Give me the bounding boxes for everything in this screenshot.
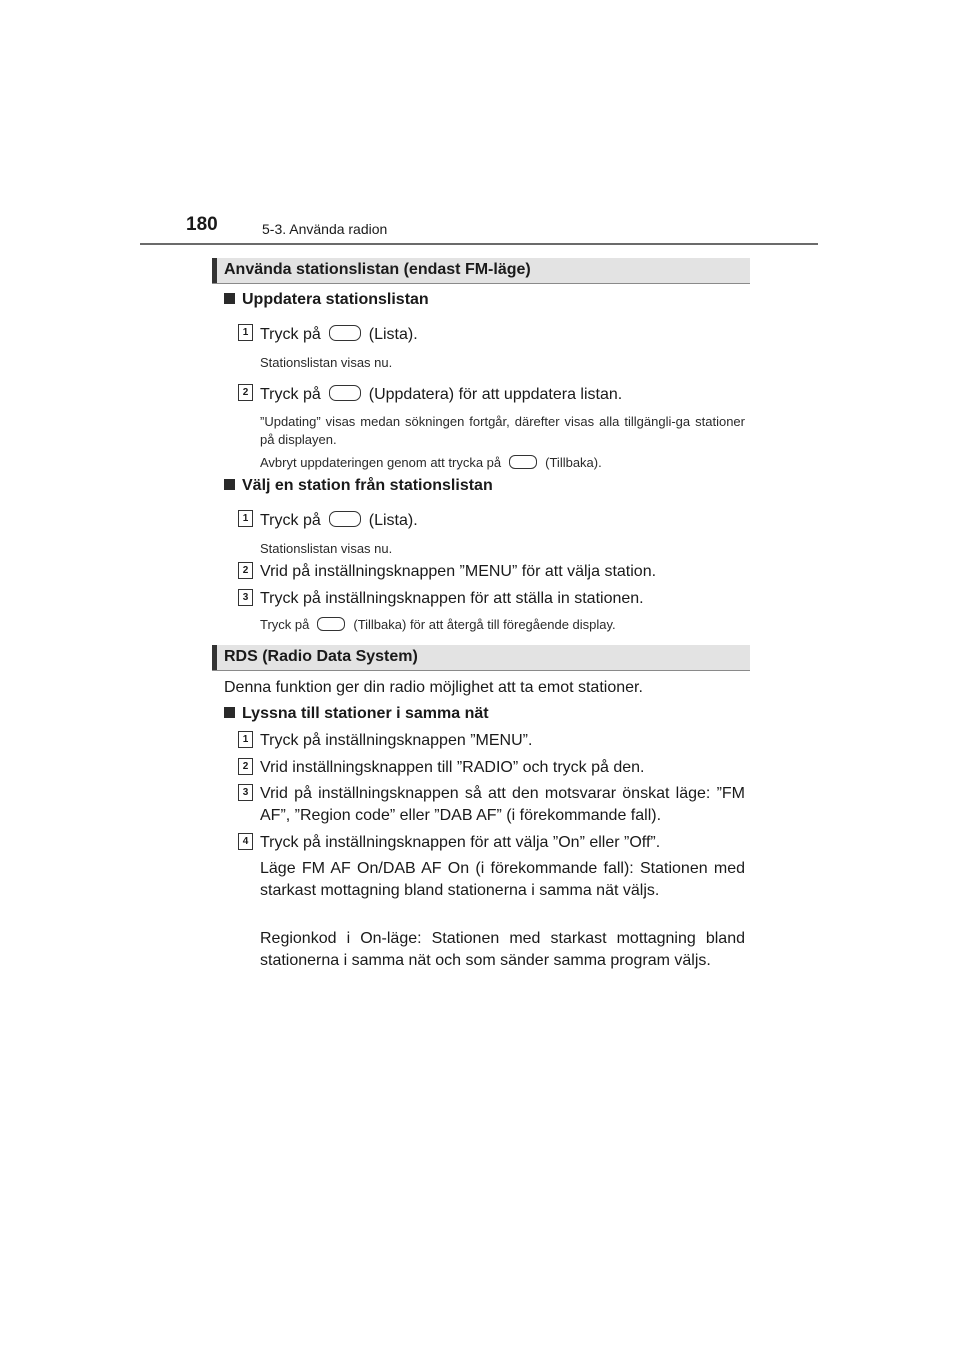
subheading-select-station — [224, 477, 493, 495]
square-bullet-icon — [224, 479, 235, 490]
step-text-pre: Tryck på — [260, 386, 321, 403]
step-badge: 3 — [238, 784, 253, 801]
heading-rds — [212, 645, 750, 671]
step-badge: 2 — [238, 384, 253, 401]
step-text — [260, 511, 418, 530]
back-button-icon — [509, 455, 537, 469]
square-bullet-icon — [224, 707, 235, 718]
step-note — [260, 617, 616, 632]
rds-intro: Denna funktion ger din radio möjlighet att ta emot stationer. — [224, 679, 643, 696]
subheading-select-station-label: Välj en station från stationslistan — [242, 477, 493, 494]
step-text-pre: Tryck på — [260, 326, 321, 343]
step-text: Vrid på inställningsknappen ”MENU” för att välja station. — [260, 563, 657, 580]
step-paragraph: Regionkod i On-läge: Stationen med starkast mottagning bland stationerna i samma nät och som sänder samma program väljs. — [260, 930, 745, 969]
heading-rds-label: RDS (Radio Data System) — [224, 648, 418, 665]
step-text: Tryck på inställningsknappen ”MENU”. — [260, 732, 533, 749]
step-badge: 1 — [238, 731, 253, 748]
note-text-pre: Avbryt uppdateringen genom att trycka på — [260, 455, 502, 470]
step-badge: 2 — [238, 758, 253, 775]
square-bullet-icon — [224, 293, 235, 304]
step-text-pre: Tryck på — [260, 512, 321, 529]
list-button-icon — [329, 511, 361, 527]
subheading-update-list-label: Uppdatera stationslistan — [242, 291, 429, 308]
step-badge: 4 — [238, 833, 253, 850]
step-text: Tryck på inställningsknappen för att ställa in stationen. — [260, 590, 644, 607]
step-note: ”Updating” visas medan sökningen fortgår, därefter visas alla tillgängli-ga stationer på displayen. — [260, 414, 745, 447]
subheading-same-network-label: Lyssna till stationer i samma nät — [242, 705, 489, 722]
step-badge: 3 — [238, 589, 253, 606]
back-button-icon — [317, 617, 345, 631]
step-badge: 2 — [238, 562, 253, 579]
step-note: Stationslistan visas nu. — [260, 355, 393, 370]
step-text-post: (Lista). — [368, 326, 418, 343]
step-text: Vrid på inställningsknappen så att den motsvarar önskat läge: ”FM AF”, ”Region code” eller ”DAB AF” (i förekommande fall). — [260, 785, 745, 824]
heading-station-list — [212, 258, 750, 284]
update-button-icon — [329, 385, 361, 401]
header-divider — [140, 243, 818, 245]
step-note — [260, 455, 602, 470]
note-text-pre: Tryck på — [260, 617, 310, 632]
step-badge: 1 — [238, 510, 253, 527]
step-text-post: (Uppdatera) för att uppdatera listan. — [368, 386, 623, 403]
note-text-post: (Tillbaka). — [545, 455, 602, 470]
page-number: 180 — [186, 214, 218, 235]
section-title: 5-3. Använda radion — [262, 221, 388, 237]
step-note: Stationslistan visas nu. — [260, 541, 393, 556]
step-text-post: (Lista). — [368, 512, 418, 529]
step-text: Vrid inställningsknappen till ”RADIO” och tryck på den. — [260, 759, 645, 776]
step-paragraph: Läge FM AF On/DAB AF On (i förekommande fall): Stationen med starkast mottagning bland stationerna i samma nät väljs. — [260, 860, 745, 899]
heading-station-list-label: Använda stationslistan (endast FM-läge) — [224, 261, 531, 278]
step-badge: 1 — [238, 324, 253, 341]
step-text — [260, 325, 418, 344]
step-text: Tryck på inställningsknappen för att välja ”On” eller ”Off”. — [260, 834, 661, 851]
step-text — [260, 385, 622, 404]
note-text-post: (Tillbaka) för att återgå till föregående display. — [353, 617, 616, 632]
subheading-update-list — [224, 291, 429, 309]
list-button-icon — [329, 325, 361, 341]
subheading-same-network — [224, 705, 489, 723]
